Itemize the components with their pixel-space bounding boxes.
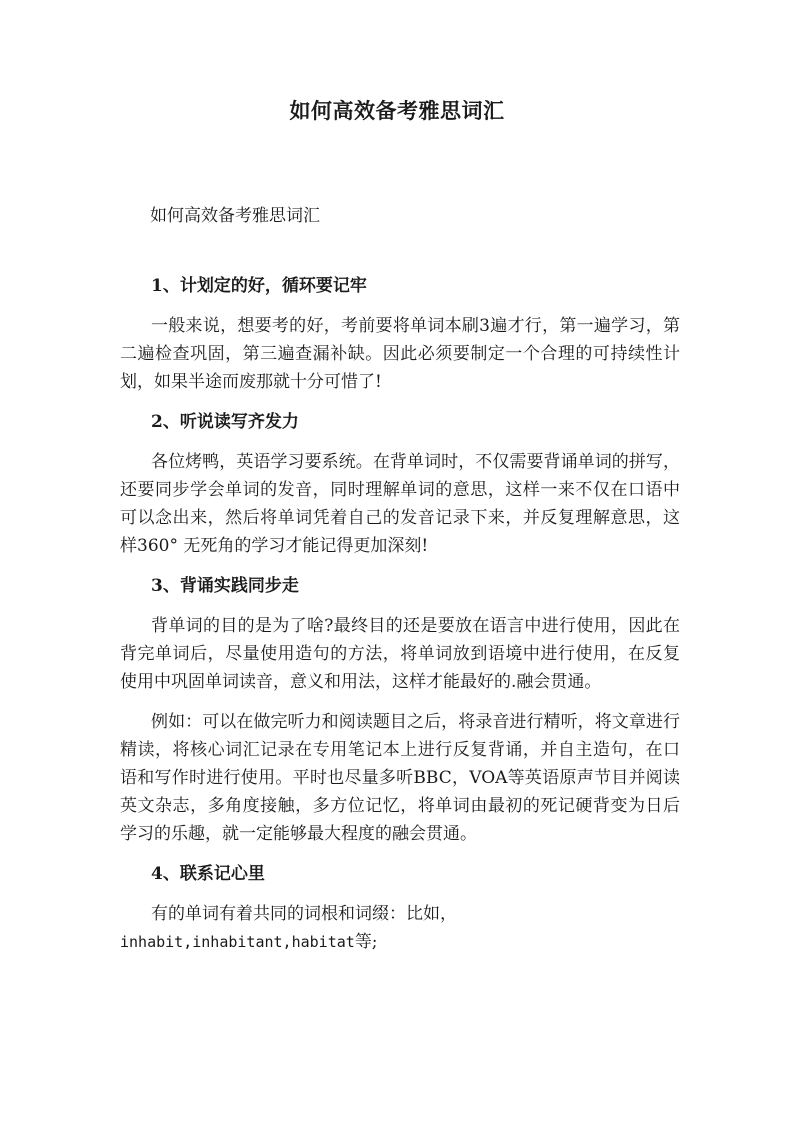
paragraph: 有的单词有着共同的词根和词缀：比如， xyxy=(151,904,457,924)
section-heading: 3、背诵实践同步走 xyxy=(151,576,299,596)
paragraph: 背单词的目的是为了啥?最终目的还是要放在语言中进行使用，因此在背完单词后，尽量使用造句的方法，将单词放到语境中进行使用，在反复使用中巩固单词读音，意义和用法，这样才能最好的.融会贯通。 xyxy=(120,616,680,692)
page-title: 如何高效备考雅思词汇 xyxy=(289,98,505,123)
paragraph: 一般来说，想要考的好，考前要将单词本刷3遍才行，第一遍学习，第二遍检查巩固，第三遍查漏补缺。因此必须要制定一个合理的可持续性计划，如果半途而废那就十分可惜了! xyxy=(120,316,680,392)
section-heading: 1、计划定的好，循环要记牢 xyxy=(151,276,367,296)
paragraph: 各位烤鸭，英语学习要系统。在背单词时，不仅需要背诵单词的拼写，还要同步学会单词的发音，同时理解单词的意思，这样一来不仅在口语中可以念出来，然后将单词凭着自己的发音记录下来，并反复理解意思，这样360° 无死角的学习才能记得更加深刻! xyxy=(120,452,680,556)
example-words: inhabit,inhabitant,habitat xyxy=(120,933,355,951)
document-subtitle: 如何高效备考雅思词汇 xyxy=(150,206,320,226)
paragraph: 例如：可以在做完听力和阅读题目之后，将录音进行精听，将文章进行精读，将核心词汇记录在专用笔记本上进行反复背诵，并自主造句，在口语和写作时进行使用。平时也尽量多听BBC，VOA等英语原声节目并阅读英文杂志，多角度接触，多方位记忆，将单词由最初的死记硬背变为日后学习的乐趣，就一定能够最大程度的融会贯通。 xyxy=(120,712,680,844)
example-suffix: 等; xyxy=(354,932,378,952)
section-heading: 2、听说读写齐发力 xyxy=(151,412,299,432)
document-body xyxy=(120,272,680,956)
example-line xyxy=(120,928,680,956)
section-heading: 4、联系记心里 xyxy=(151,864,265,884)
